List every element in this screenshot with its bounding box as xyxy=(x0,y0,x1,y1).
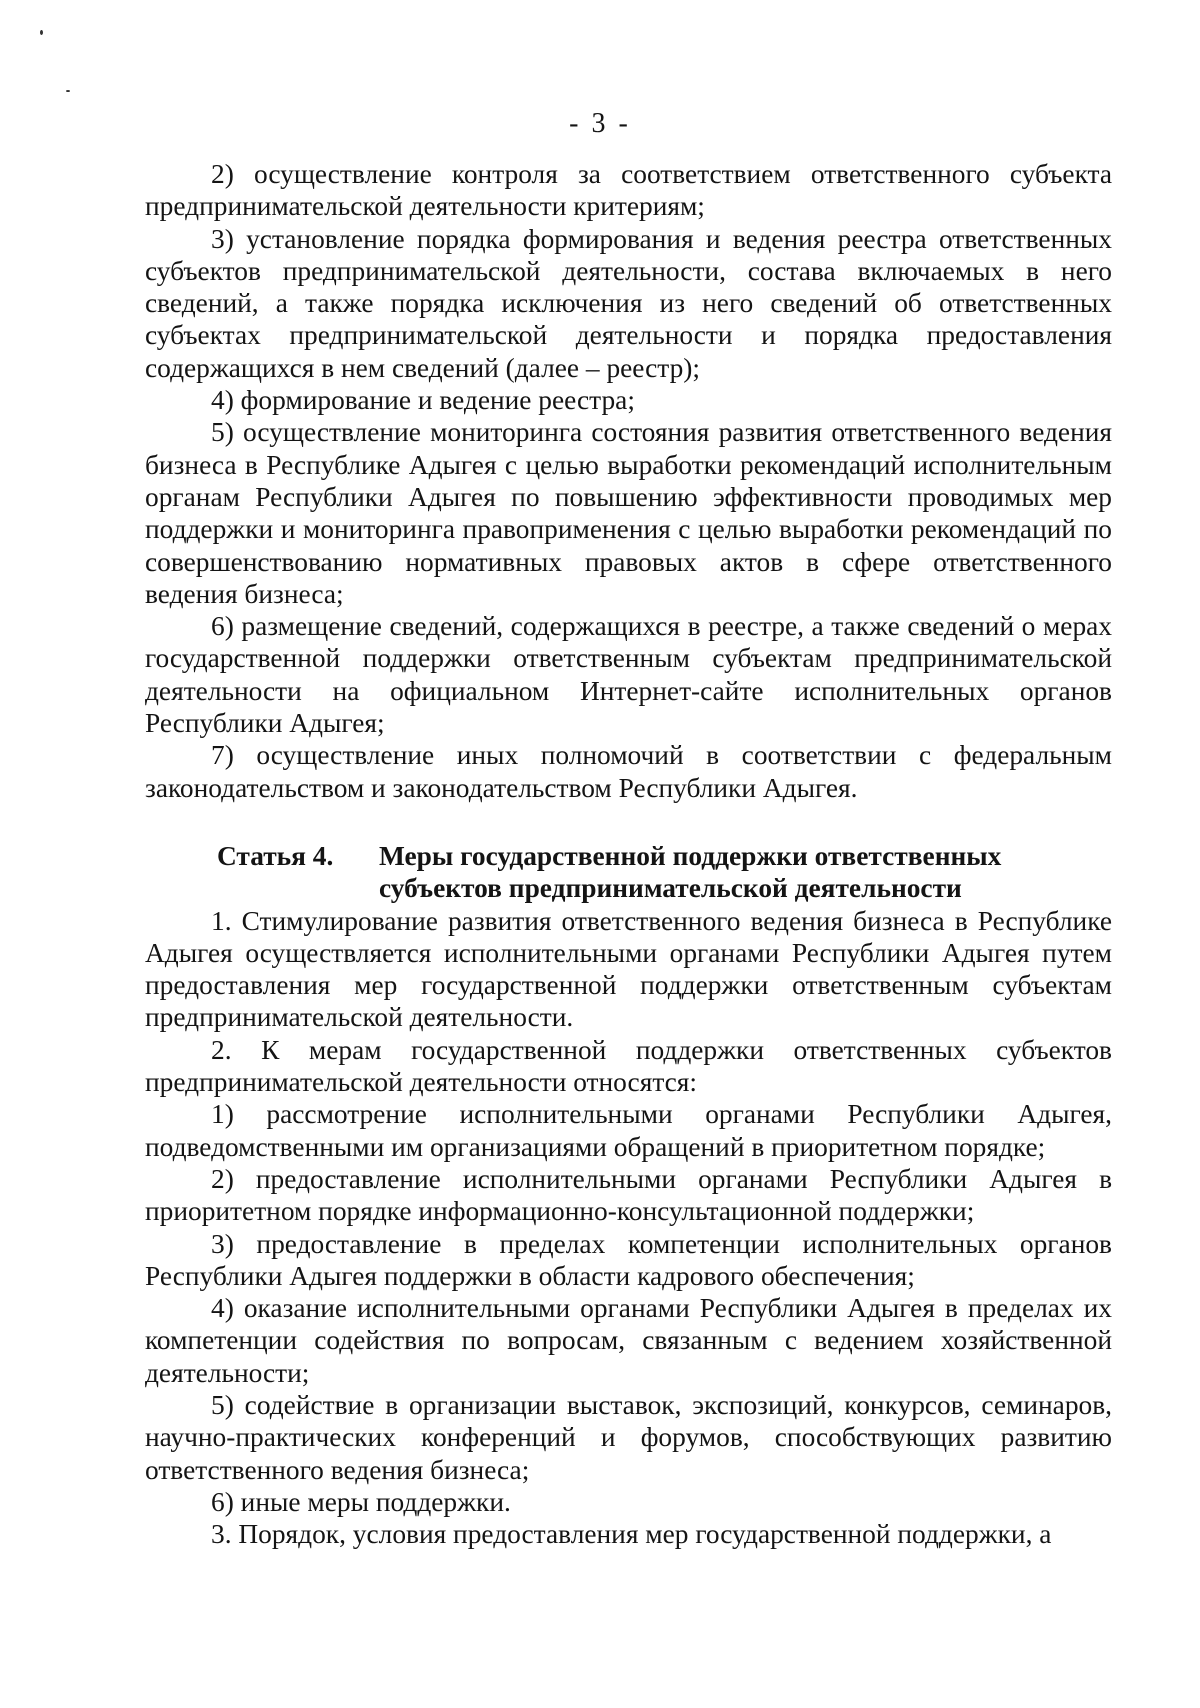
paragraph: 1) рассмотрение исполнительными органами Республики Адыгея, подведомственными им организациями обращений в приоритетном порядке; xyxy=(145,1099,1112,1162)
paragraph: 2) предоставление исполнительными органами Республики Адыгея в приоритетном порядке информационно-консультационной поддержки; xyxy=(145,1163,1112,1227)
paragraph: 1. Стимулирование развития ответственного ведения бизнеса в Республике Адыгея осуществляется исполнительными органами Республики Адыгея путем предоставления мер государственной поддержки ответственным субъектам предпринимательской деятельности. xyxy=(145,905,1112,1033)
article-heading xyxy=(145,840,1112,905)
paragraph: 6) размещение сведений, содержащихся в реестре, а также сведений о мерах государственной поддержки ответственным субъектам предпринимательской деятельности на официальном Интернет-сайте исполнительных органов Республики Адыгея; xyxy=(145,611,1112,739)
paragraph: 5) осуществление мониторинга состояния развития ответственного ведения бизнеса в Республике Адыгея с целью выработки рекомендаций исполнительным органам Республики Адыгея по повышению эффективности проводимых мер поддержки и мониторинга правоприменения с целью выработки рекомендаций по совершенствованию нормативных правовых актов в сфере ответственного ведения бизнеса; xyxy=(145,417,1112,609)
article-number: Статья 4. xyxy=(217,840,334,871)
paragraph: 3) предоставление в пределах компетенции исполнительных органов Республики Адыгея поддержки в области кадрового обеспечения; xyxy=(145,1228,1112,1291)
paragraph: 7) осуществление иных полномочий в соответствии с федеральным законодательством и законодательством Республики Адыгея. xyxy=(145,740,1112,803)
paragraph: 2. К мерам государственной поддержки ответственных субъектов предпринимательской деятельности относятся: xyxy=(145,1034,1112,1098)
paragraph: 2) осуществление контроля за соответствием ответственного субъекта предпринимательской деятельности критериям; xyxy=(145,159,1112,222)
paragraph: 3. Порядок, условия предоставления мер государственной поддержки, а xyxy=(211,1519,1052,1550)
document-body xyxy=(145,158,1112,1550)
paragraph: 6) иные меры поддержки. xyxy=(211,1486,511,1517)
scan-speck xyxy=(40,30,43,35)
article-title: Меры государственной поддержки ответственных субъектов предпринимательской деятельности xyxy=(379,840,1002,904)
paragraph: 4) оказание исполнительными органами Республики Адыгея в пределах их компетенции содействия по вопросам, связанным с ведением хозяйственной деятельности; xyxy=(145,1293,1112,1388)
paragraph: 3) установление порядка формирования и ведения реестра ответственных субъектов предпринимательской деятельности, состава включаемых в него сведений, а также порядка исключения из него сведений об ответственных субъектах предпринимательской деятельности и порядка предоставления содержащихся в нем сведений (далее – реестр); xyxy=(145,223,1112,383)
scan-speck xyxy=(66,90,70,92)
paragraph: 5) содействие в организации выставок, экспозиций, конкурсов, семинаров, научно-практических конференций и форумов, способствующих развитию ответственного ведения бизнеса; xyxy=(145,1389,1112,1485)
paragraph: 4) формирование и ведение реестра; xyxy=(211,385,635,416)
page-number: - 3 - xyxy=(569,108,631,139)
